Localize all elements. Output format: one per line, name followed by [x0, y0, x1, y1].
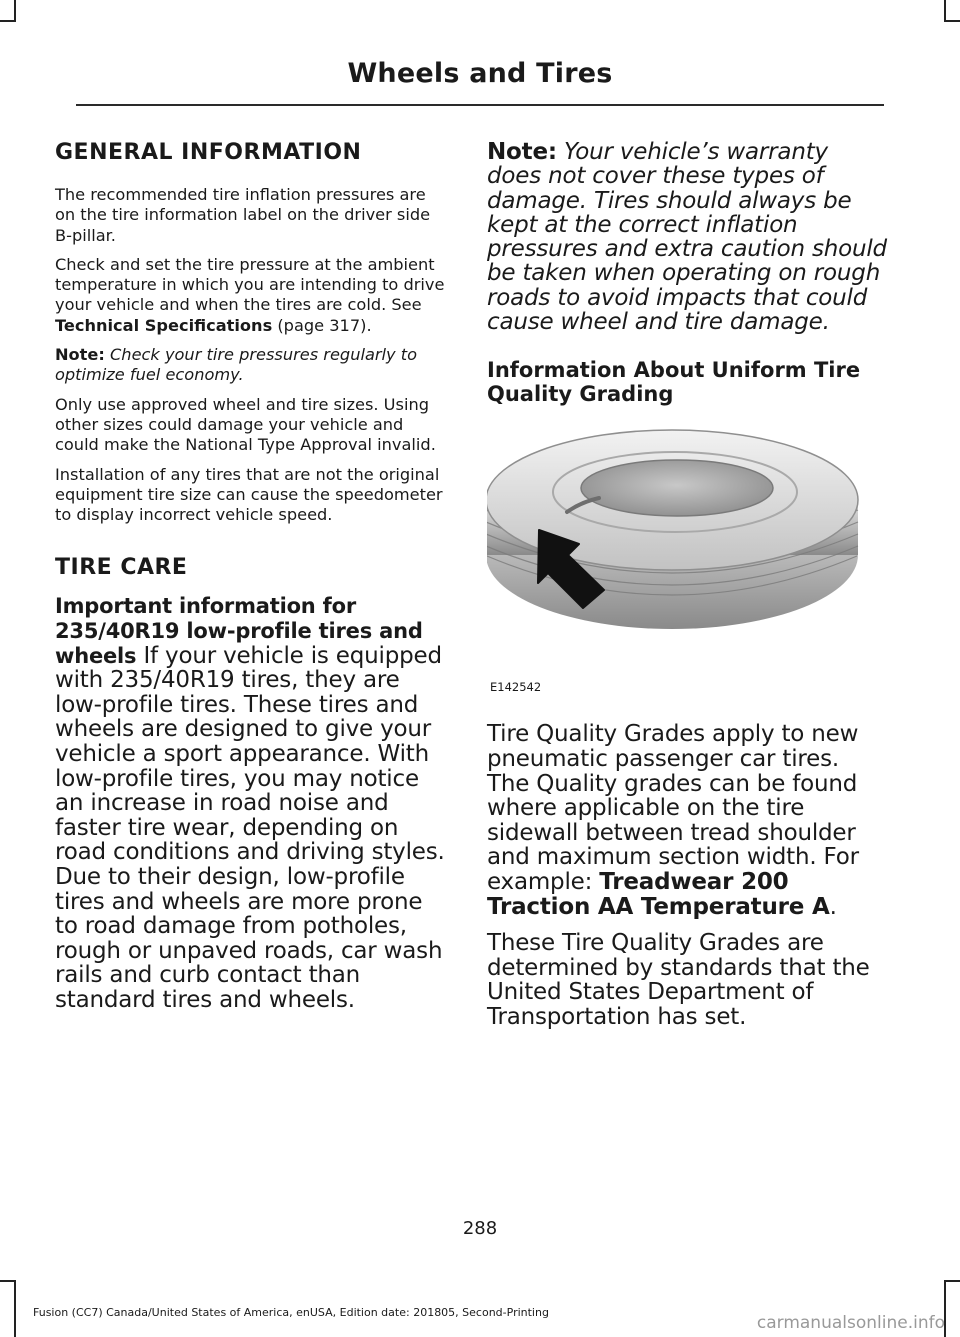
tire-illustration	[487, 422, 887, 712]
figure-label: E142542	[490, 680, 542, 695]
standards-paragraph: These Tire Quality Grades are determined by standards that the United States Department of Transportation has set.	[487, 930, 870, 1030]
grade-example: Treadwear 200 Traction AA Temperature A	[487, 868, 830, 920]
page-title: Wheels and Tires	[347, 58, 613, 89]
tire-care-heading: TIRE CARE	[55, 555, 188, 581]
watermark: carmanualsonline.info	[756, 1313, 945, 1333]
quality-grades-text: Tire Quality Grades apply to new pneumatic passenger car tires. The Quality grades can be found where applicable on the tire sidewall between tread shoulder and maximum section width. For example:	[487, 721, 859, 895]
general-information-heading: GENERAL INFORMATION	[55, 140, 362, 165]
crop-mark	[0, 20, 16, 22]
low-profile-heading: Important information for 235/40R19 low-profile tires and wheels	[55, 594, 423, 668]
crop-mark	[944, 1280, 960, 1282]
crop-mark	[14, 0, 16, 22]
quality-grades-paragraph	[487, 722, 887, 919]
note-label: Note:	[55, 345, 105, 365]
technical-specifications-link[interactable]: Technical Specifications	[55, 315, 273, 335]
low-profile-text: If your vehicle is equipped with 235/40R19 tires, they are low-profile tires. These tires and wheels are designed to give your vehicle a sport appearance. With low-profile tires, you may notice an increase in road noise and faster tire wear, depending on road conditions and driving styles. Due to their design, low-profile tires and wheels are more prone to road damage from potholes, rough or unpaved roads, car wash rails and curb contact than standard tires and wheels.	[55, 642, 445, 1013]
low-profile-paragraph	[55, 594, 450, 1012]
page-reference: (page 317).	[272, 315, 372, 335]
sentence-end: .	[829, 893, 837, 920]
tire-inner-hole	[581, 460, 773, 516]
right-column	[487, 140, 887, 1042]
header-rule	[76, 104, 884, 106]
fuel-economy-note	[55, 345, 450, 386]
crop-mark	[0, 1280, 16, 1282]
crop-mark	[944, 0, 946, 22]
note-label: Note:	[487, 139, 557, 165]
edition-footer: Fusion (CC7) Canada/United States of America, enUSA, Edition date: 201805, Second-Printing	[33, 1306, 549, 1319]
note-text: Check your tire pressures regularly to optimize fuel economy.	[55, 345, 417, 385]
crop-mark	[14, 1280, 16, 1337]
pressure-check-text: Check and set the tire pressure at the ambient temperature in which you are intending to drive your vehicle and when the tires are cold. See	[55, 254, 445, 315]
left-column	[55, 140, 450, 1025]
note-text: Your vehicle’s warranty does not cover these types of damage. Tires should always be kept at the correct inflation pressures and extra caution should be taken when operating on rough roads to avoid impacts that could cause wheel and tire damage.	[487, 139, 887, 336]
crop-mark	[944, 20, 960, 22]
approved-sizes-paragraph: Only use approved wheel and tire sizes. Using other sizes could damage your vehicle and could make the National Type Approval invalid.	[55, 394, 436, 455]
utqg-heading: Information About Uniform Tire Quality Grading	[487, 358, 861, 407]
inflation-paragraph: The recommended tire inflation pressures are on the tire information label on the driver side B-pillar.	[55, 185, 431, 245]
page-number: 288	[462, 1218, 498, 1239]
warranty-note	[487, 140, 887, 334]
speedometer-paragraph: Installation of any tires that are not the original equipment tire size can cause the speedometer to display incorrect vehicle speed.	[55, 464, 443, 525]
tire-figure	[487, 422, 887, 722]
pressure-check-paragraph	[55, 255, 450, 336]
